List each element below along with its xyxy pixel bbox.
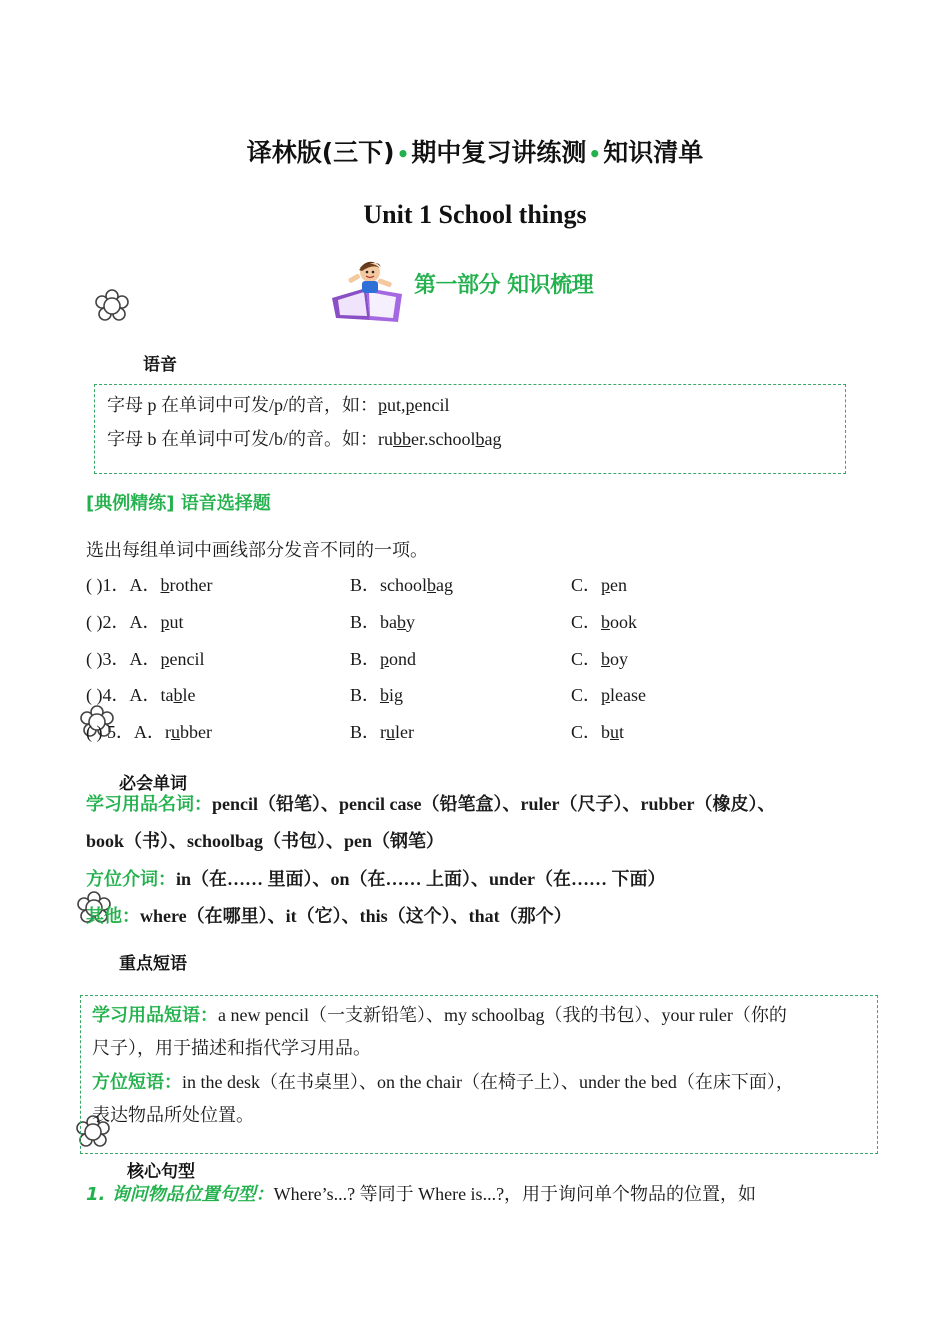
question-option-a: ( )3．A．pencil (86, 649, 205, 669)
question-option-c: C．pen (571, 575, 628, 595)
question-option-b: B．pond (350, 649, 417, 669)
phrase-line-4: 表达物品所处位置。 (92, 1105, 254, 1125)
sentences-heading: 核心句型 (127, 1162, 195, 1182)
phonics-line-b: 字母 b 在单词中可发/b/的音。如：rubber.schoolbag (107, 429, 502, 449)
question-option-a: ( )2．A．put (86, 612, 184, 632)
flower-icon (92, 287, 132, 327)
question-option-a: ( ) 5．A．rubber (86, 722, 212, 742)
phonics-box (94, 384, 846, 474)
title-part-3: 知识清单 (603, 138, 704, 167)
question-option-b: B．ruler (350, 722, 414, 742)
vocab-line-3: 方位介词：in（在…… 里面）、on（在…… 上面）、under（在…… 下面） (86, 869, 666, 890)
phrase-line-2: 尺子），用于描述和指代学习用品。 (92, 1038, 371, 1058)
phonics-heading: 语音 (143, 355, 177, 375)
question-option-c: C．book (571, 612, 638, 632)
unit-subtitle: Unit 1 School things (363, 200, 587, 229)
phrase-line-3: 方位短语：in the desk（在书桌里）、on the chair（在椅子上）、under the bed（在床下面）， (92, 1072, 794, 1093)
exercise-heading: [典例精练] 语音选择题 (86, 493, 271, 514)
question-option-b: B．big (350, 685, 404, 705)
vocab-line-2: book（书）、schoolbag（书包）、pen（钢笔） (86, 831, 445, 851)
question-option-b: B．baby (350, 612, 416, 632)
phrase-line-1: 学习用品短语：a new pencil（一支新铅笔）、my schoolbag（我的书包）、your ruler（你的 (92, 1005, 787, 1026)
exercise-instruction: 选出每组单词中画线部分发音不同的一项。 (86, 540, 428, 560)
question-option-c: C．please (571, 685, 646, 705)
question-option-a: ( )1．A．brother (86, 575, 213, 595)
document-title (0, 133, 950, 169)
question-option-c: C．but (571, 722, 625, 742)
phonics-line-p: 字母 p 在单词中可发/p/的音，如：put,pencil (107, 395, 450, 415)
phrases-heading: 重点短语 (119, 954, 187, 974)
title-dot: • (588, 142, 602, 166)
part-title: 第一部分 知识梳理 (414, 273, 594, 298)
phrases-box (80, 995, 878, 1154)
vocab-line-1: 学习用品名词：pencil（铅笔）、pencil case（铅笔盒）、ruler（尺子）、rubber（橡皮）、 (86, 794, 776, 815)
title-dot: • (396, 142, 410, 166)
question-option-c: C．boy (571, 649, 629, 669)
question-option-a: ( )4．A．table (86, 685, 196, 705)
boy-reading-icon (326, 258, 410, 324)
vocab-line-4: 其他：where（在哪里）、it（它）、this（这个）、that（那个） (86, 906, 572, 927)
vocab-heading: 必会单词 (119, 774, 187, 794)
title-part-2: 期中复习讲练测 (411, 138, 587, 167)
question-option-b: B．schoolbag (350, 575, 454, 595)
sentence-line-1: 1. 询问物品位置句型：Where’s...? 等同于 Where is...?，用于询问单个物品的位置，如 (86, 1184, 757, 1205)
title-part-1: 译林版(三下) (246, 138, 395, 167)
